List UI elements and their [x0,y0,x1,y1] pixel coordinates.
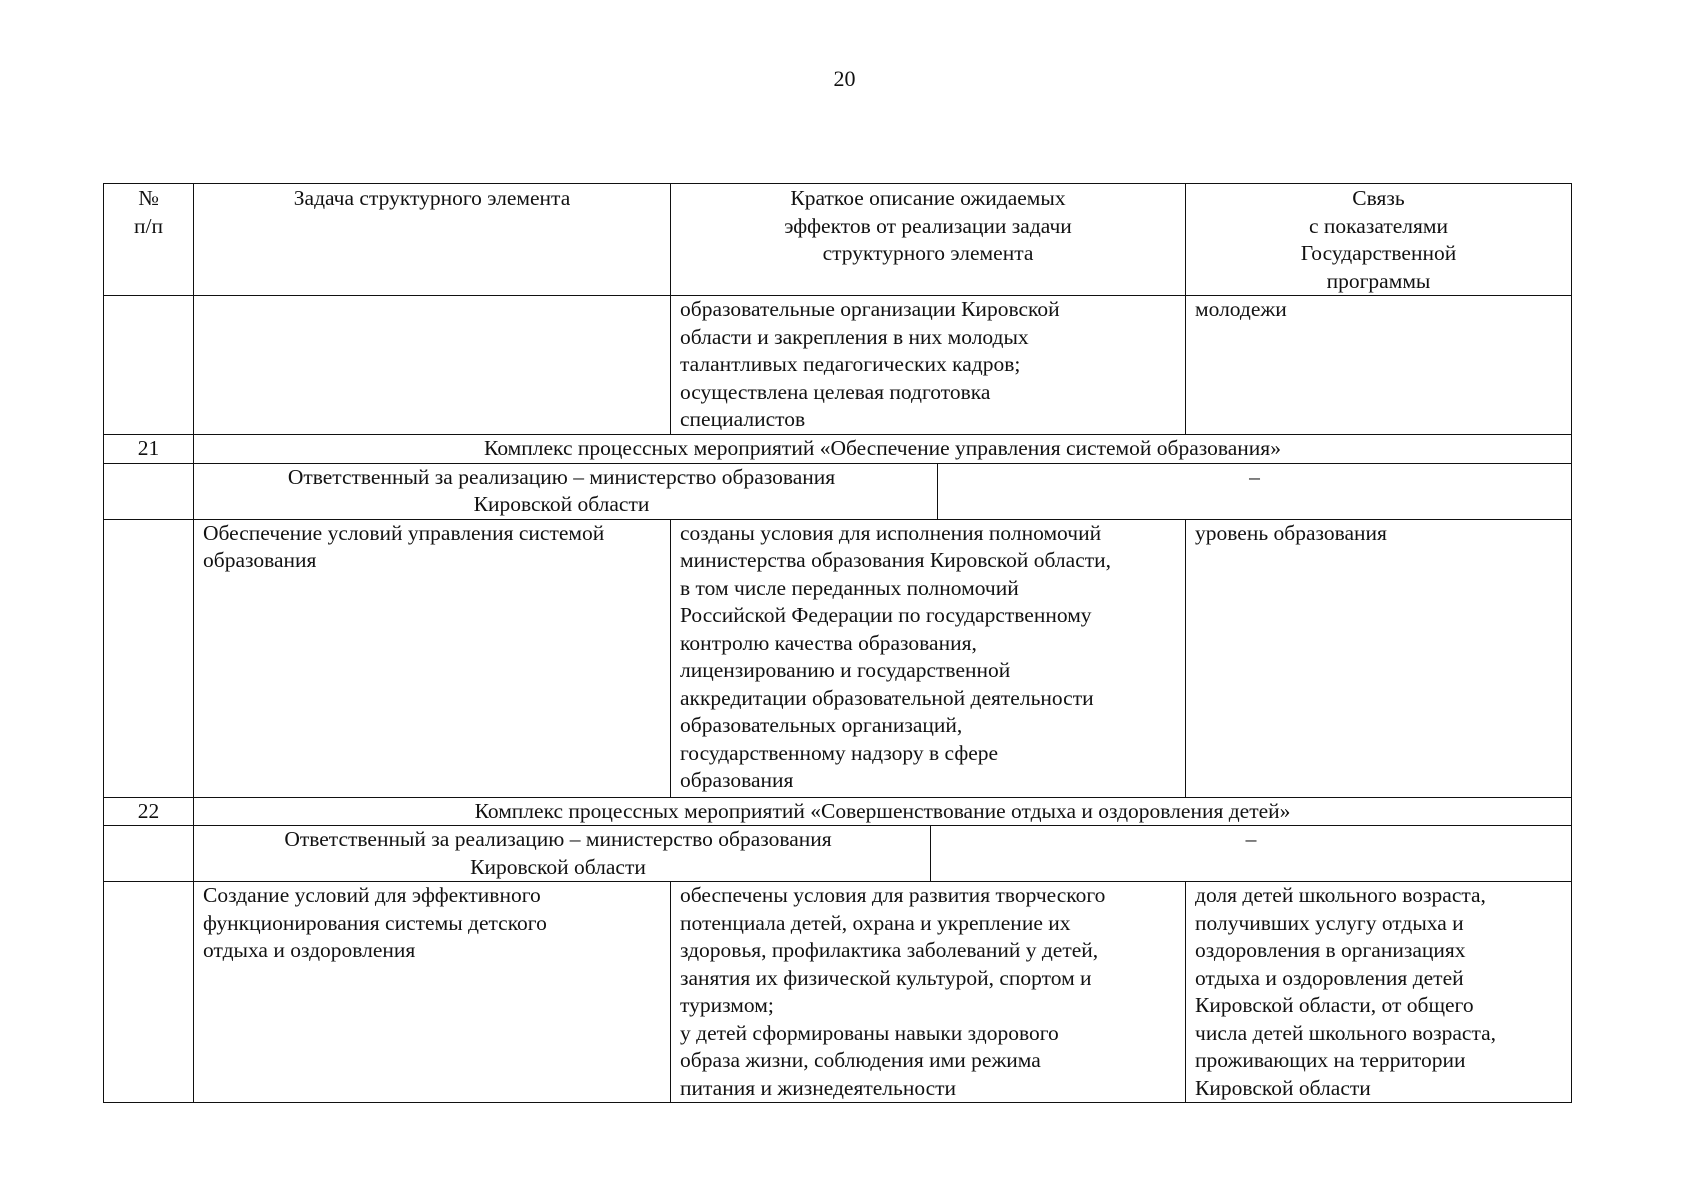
section-21-responsible-value: – [1249,464,1260,489]
section-22-task-row [104,882,1572,1103]
section-21-effects: созданы условия для исполнения полномочий министерства образования Кировской области, в том числе переданных полномочий Российской Федерации по государственному контролю качества образования, лицензированию и государственной аккредитации образовательной деятельности образовательных организаций, государственному надзору в сфере образования [671,519,1186,797]
section-22-task: Создание условий для эффективного функционирования системы детского отдыха и оздоровления [194,882,671,1103]
header-num: № п/п [104,184,194,296]
responsible-inner-table [194,464,1571,519]
cell-num-empty [104,882,194,1103]
section-21-title: Комплекс процессных мероприятий «Обеспечение управления системой образования» [194,435,1572,464]
section-22-responsible-row [104,826,1572,882]
section-22-effects: обеспечены условия для развития творческого потенциала детей, охрана и укрепление их здоровья, профилактика заболеваний у детей, занятия их физической культурой, спортом и туризмом; у детей сформированы навыки здорового образа жизни, соблюдения ими режима питания и жизнедеятельности [671,882,1186,1103]
section-22-title-row [104,797,1572,826]
section-22-responsible: Ответственный за реализацию – министерство образования Кировской области [194,826,931,881]
header-link: Связь с показателями Государственной программы [1186,184,1572,296]
section-22-responsible-cell [194,826,1572,882]
structural-elements-table [103,183,1572,1103]
cell-num-empty [104,519,194,797]
section-22-responsible-value: – [1245,827,1257,851]
section-21-responsible: Ответственный за реализацию – министерство образования Кировской области [194,464,938,519]
section-22-num: 22 [104,797,194,826]
table-row-continuation [104,296,1572,435]
cell-link: молодежи [1186,296,1572,435]
page-number: 20 [833,66,856,91]
section-21-task: Обеспечение условий управления системой образования [194,519,671,797]
section-22-title: Комплекс процессных мероприятий «Совершенствование отдыха и оздоровления детей» [194,797,1572,826]
section-22-link: доля детей школьного возраста, получивших услугу отдыха и оздоровления в организациях отдыха и оздоровления детей Кировской области, от общего числа детей школьного возраста, проживающих на территории Кировской области [1186,882,1572,1103]
cell-task [194,296,671,435]
section-21-task-row [104,519,1572,797]
cell-num-empty [104,463,194,519]
cell-num [104,296,194,435]
cell-num-empty [104,826,194,882]
section-21-num: 21 [104,435,194,464]
table-header-row [104,184,1572,296]
responsible-inner-table [194,826,1571,881]
section-21-link: уровень образования [1186,519,1572,797]
cell-effects: образовательные организации Кировской области и закрепления в них молодых талантливых педагогических кадров; осуществлена целевая подготовка специалистов [671,296,1186,435]
section-21-responsible-row [104,463,1572,519]
header-effects: Краткое описание ожидаемых эффектов от реализации задачи структурного элемента [671,184,1186,296]
section-21-responsible-cell [194,463,1572,519]
section-21-title-row [104,435,1572,464]
header-task: Задача структурного элемента [194,184,671,296]
